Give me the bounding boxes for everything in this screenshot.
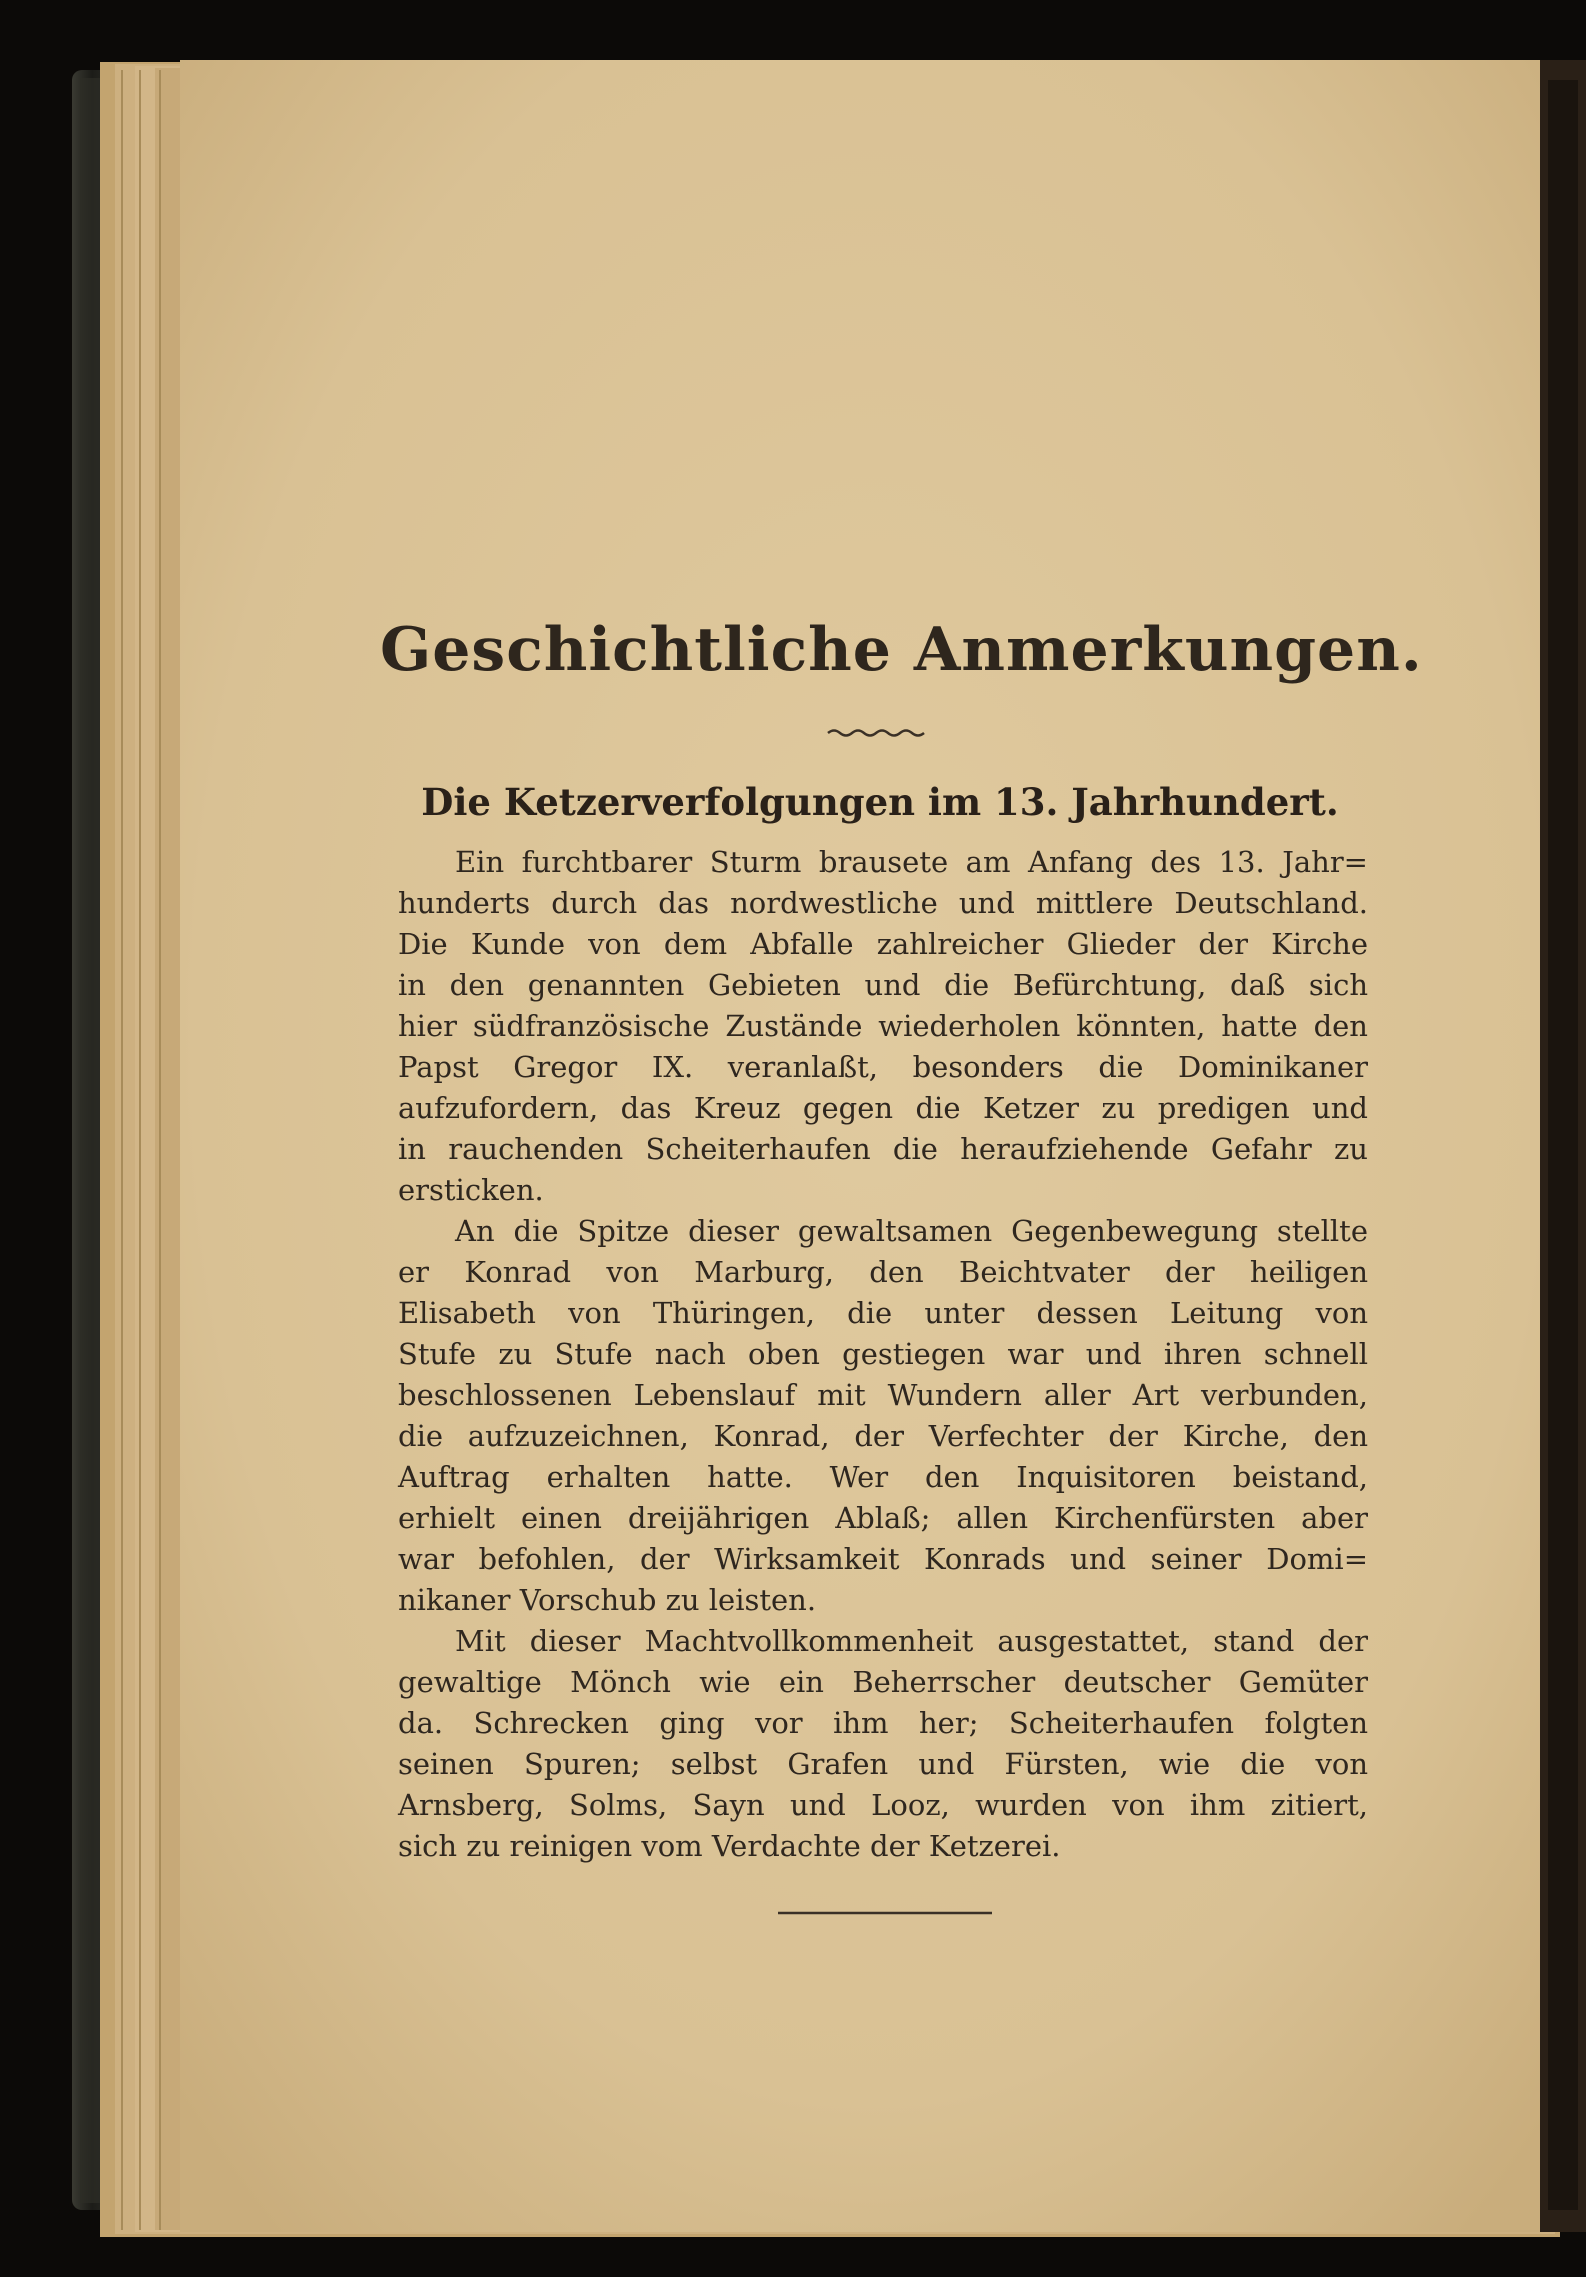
text-line: in rauchenden Scheiterhaufen die heraufziehende Gefahr zu — [398, 1132, 1368, 1166]
text-line: Auftrag erhalten hatte. Wer den Inquisitoren beistand, — [398, 1460, 1368, 1494]
text-line: Arnsberg, Solms, Sayn und Looz, wurden von ihm zitiert, — [398, 1788, 1368, 1822]
text-line: die aufzuzeichnen, Konrad, der Verfechter der Kirche, den — [398, 1419, 1368, 1453]
text-line: in den genannten Gebieten und die Befürchtung, daß sich — [398, 968, 1368, 1002]
text-line: Die Kunde von dem Abfalle zahlreicher Glieder der Kirche — [398, 927, 1368, 961]
text-line: aufzufordern, das Kreuz gegen die Ketzer zu predigen und — [398, 1091, 1368, 1125]
text-line: hier südfranzösische Zustände wiederholen könnten, hatte den — [398, 1009, 1368, 1043]
text-line: Elisabeth von Thüringen, die unter dessen Leitung von — [398, 1296, 1368, 1330]
page-title: Geschichtliche Anmerkungen. — [380, 615, 1423, 685]
text-line: gewaltige Mönch wie ein Beherrscher deutscher Gemüter — [398, 1665, 1368, 1699]
text-line: hunderts durch das nordwestliche und mittlere Deutschland. — [398, 886, 1368, 920]
text-line: Mit dieser Machtvollkommenheit ausgestattet, stand der — [455, 1624, 1368, 1658]
text-line: ersticken. — [398, 1173, 544, 1207]
text-line: beschlossenen Lebenslauf mit Wundern aller Art verbunden, — [398, 1378, 1368, 1412]
text-line: Papst Gregor IX. veranlaßt, besonders die Dominikaner — [398, 1050, 1368, 1084]
section-heading: Die Ketzerverfolgungen im 13. Jahrhundert. — [421, 780, 1339, 824]
text-line: da. Schrecken ging vor ihm her; Scheiterhaufen folgten — [398, 1706, 1368, 1740]
text-line: sich zu reinigen vom Verdachte der Ketzerei. — [398, 1829, 1061, 1863]
text-line: Stufe zu Stufe nach oben gestiegen war und ihren schnell — [398, 1337, 1368, 1371]
text-line: Ein furchtbarer Sturm brausete am Anfang des 13. Jahr= — [455, 845, 1368, 879]
text-line: erhielt einen dreijährigen Ablaß; allen Kirchenfürsten aber — [398, 1501, 1368, 1535]
text-line: er Konrad von Marburg, den Beichtvater der heiligen — [398, 1255, 1368, 1289]
text-line: war befohlen, der Wirksamkeit Konrads und seiner Domi= — [398, 1542, 1368, 1576]
text-line: nikaner Vorschub zu leisten. — [398, 1583, 817, 1617]
text-line: An die Spitze dieser gewaltsamen Gegenbewegung stellte — [455, 1214, 1368, 1248]
text-line: seinen Spuren; selbst Grafen und Fürsten, wie die von — [398, 1747, 1368, 1781]
